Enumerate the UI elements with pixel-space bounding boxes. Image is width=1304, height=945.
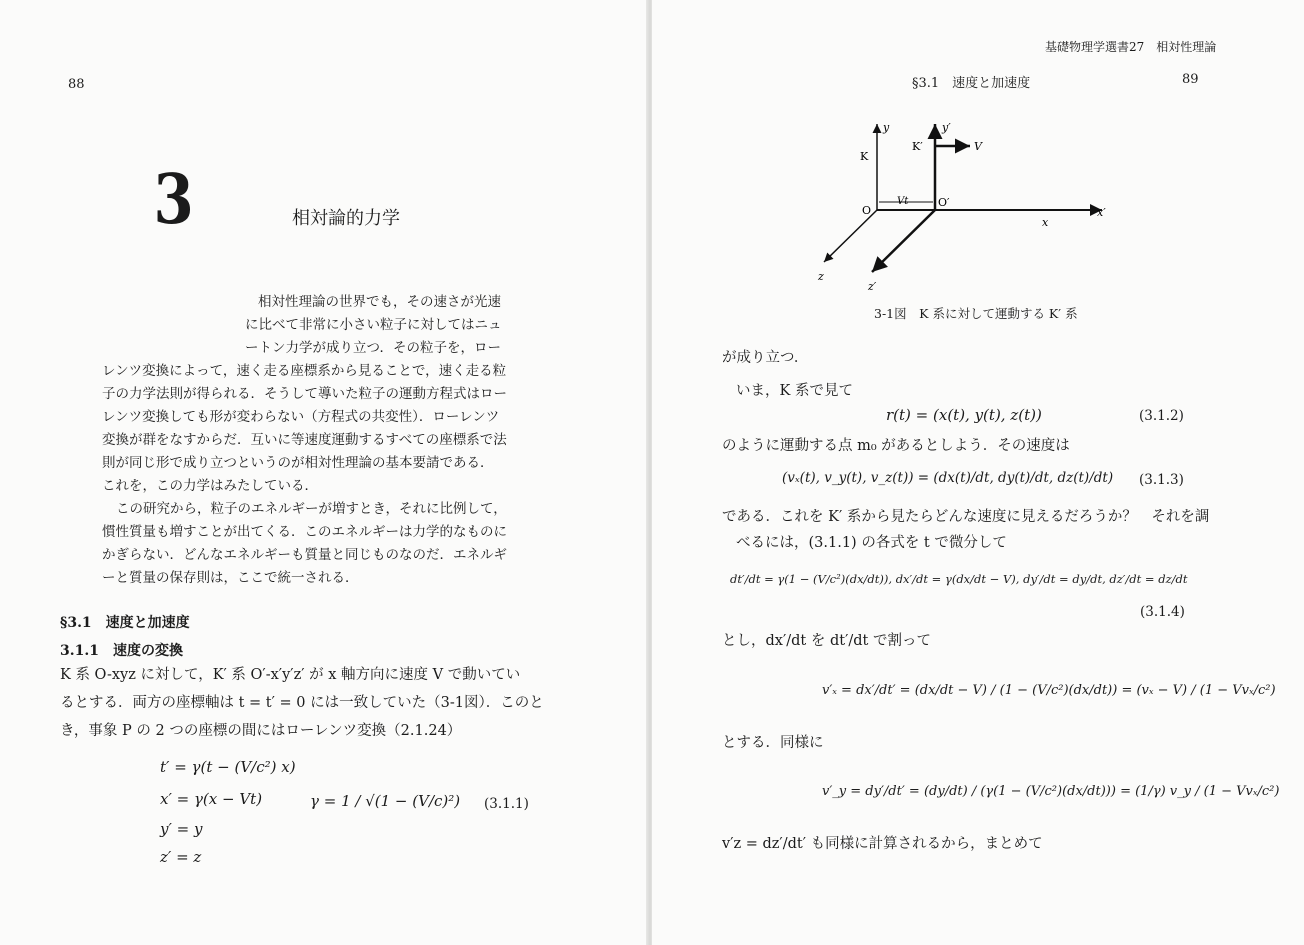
label-x-prime: x′ (1097, 206, 1106, 219)
section-heading: §3.1 速度と加速度 (60, 615, 190, 631)
intro-line: ートン力学が成り立つ．その粒子を，ロー (245, 340, 501, 356)
intro-line: これを，この力学はみたしている． (102, 478, 318, 494)
right-page (652, 0, 1304, 945)
label-z-prime: z′ (868, 280, 877, 293)
intro-line: 子の力学法則が得られる．そうして導いた粒子の運動方程式はロー (102, 386, 507, 402)
left-page (0, 0, 648, 945)
body-line: いま，K 系で見て (736, 383, 853, 399)
body-line: v′z = dz′/dt′ も同様に計算されるから，まとめて (722, 836, 1043, 852)
equation-y-prime: y′ = y (160, 820, 203, 838)
section-header: §3.1 速度と加速度 (912, 76, 1031, 91)
intro-line: ーと質量の保存則は，ここで統一される． (102, 570, 359, 586)
label-o-prime: O′ (938, 196, 950, 209)
equation-t-prime: t′ = γ(t − (V/c²) x) (160, 758, 296, 776)
label-o: O (862, 204, 872, 217)
coordinate-figure (812, 110, 1132, 300)
body-line: のように運動する点 m₀ があるとしよう．その速度は (722, 438, 1070, 454)
body-line: が成り立つ． (722, 350, 809, 366)
page-number-left: 88 (68, 77, 85, 92)
equation-gamma: γ = 1 / √(1 − (V/c)²) (310, 792, 461, 810)
chapter-number: 3 (153, 160, 194, 240)
body-line: である．これを K′ 系から見たらどんな速度に見えるだろうか？ それを調 (722, 509, 1210, 525)
intro-line: 慣性質量も増すことが出てくる．このエネルギーは力学的なものに (102, 524, 507, 540)
equation-label: (3.1.4) (1140, 604, 1185, 620)
z-prime-axis (872, 210, 935, 272)
page-number-right: 89 (1182, 72, 1199, 87)
equation-label: (3.1.3) (1139, 472, 1184, 488)
body-line: とする．同様に (722, 735, 824, 751)
equation-label: (3.1.2) (1139, 408, 1184, 424)
equation-3-1-2: r(t) = (x(t), y(t), z(t)) (886, 406, 1042, 424)
intro-line: レンツ変換しても形が変わらない（方程式の共変性）．ローレンツ (102, 409, 500, 425)
subsection-heading: 3.1.1 速度の変換 (60, 643, 183, 659)
label-y: y (883, 121, 890, 134)
body-line: とし，dx′/dt を dt′/dt で割って (722, 633, 931, 649)
label-k: K (860, 150, 869, 163)
body-line: るとする．両方の座標軸は t = t′ = 0 には一致していた（3-1図）．このと (60, 695, 544, 711)
intro-line: この研究から，粒子のエネルギーが増すとき，それに比例して， (116, 501, 507, 517)
intro-line: に比べて非常に小さい粒子に対してはニュ (245, 317, 502, 333)
equation-3-1-4: dt′/dt = γ(1 − (V/c²)(dx/dt)), dx′/dt = γ(dx/dt − V), dy′/dt = dy/dt, dz′/dt = dz/dt (730, 572, 1188, 586)
z-axis (824, 210, 877, 262)
label-x: x (1042, 216, 1049, 229)
running-header: 基礎物理学選書27 相対性理論 (1045, 40, 1217, 54)
intro-line: かぎらない．どんなエネルギーも質量と同じものなのだ．エネルギ (102, 547, 507, 563)
label-z: z (818, 270, 824, 283)
intro-line: 相対性理論の世界でも，その速さが光速 (258, 294, 501, 310)
intro-line: レンツ変換によって，速く走る座標系から見ることで，速く走る粒 (102, 363, 507, 379)
equation-label: (3.1.1) (484, 796, 529, 812)
body-line: き，事象 P の 2 つの座標の間にはローレンツ変換（2.1.24） (60, 723, 462, 739)
intro-line: 則が同じ形で成り立つというのが相対性理論の基本要請である． (102, 455, 494, 471)
equation-3-1-3: (vₓ(t), v_y(t), v_z(t)) = (dx(t)/dt, dy(t)/dt, dz(t)/dt) (782, 470, 1114, 486)
label-vt: Vt (897, 196, 909, 207)
equation-vx-prime: v′ₓ = dx′/dt′ = (dx/dt − V) / (1 − (V/c²)(dx/dt)) = (vₓ − V) / (1 − Vvₓ/c²) (822, 683, 1276, 698)
body-line: べるには，(3.1.1) の各式を t で微分して (736, 535, 1007, 551)
figure-caption: 3-1図 K 系に対して運動する K′ 系 (874, 306, 1078, 321)
label-v: V (974, 140, 982, 153)
equation-z-prime: z′ = z (160, 848, 202, 866)
chapter-title: 相対論的力学 (292, 208, 400, 229)
body-line: K 系 O-xyz に対して，K′ 系 O′-x′y′z′ が x 軸方向に速度 V で動いてい (60, 667, 521, 683)
equation-vy-prime: v′_y = dy′/dt′ = (dy/dt) / (γ(1 − (V/c²)(dx/dt))) = (1/γ) v_y / (1 − Vvₓ/c²) (822, 784, 1280, 799)
label-y-prime: y′ (942, 121, 951, 134)
equation-x-prime: x′ = γ(x − Vt) (160, 790, 263, 808)
label-k-prime: K′ (912, 140, 923, 153)
intro-line: 変換が群をなすからだ．互いに等速度運動するすべての座標系で法 (102, 432, 507, 448)
